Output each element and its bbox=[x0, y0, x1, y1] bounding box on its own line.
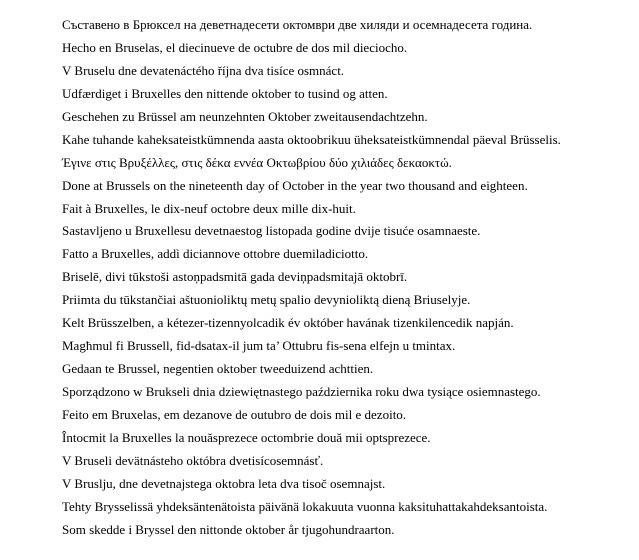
closing-line-greek: Έγινε στις Βρυξέλλες, στις δέκα εννέα Οκτωβρίου δύο χιλιάδες δεκαοκτώ. bbox=[62, 154, 452, 170]
document-page bbox=[62, 14, 632, 542]
closing-line-french: Fait à Bruxelles, le dix-neuf octobre deux mille dix-huit. bbox=[62, 200, 356, 216]
closing-line-latvian: Briselē, divi tūkstoši astoņpadsmitā gada deviņpadsmitajā oktobrī. bbox=[62, 269, 408, 285]
closing-line-estonian: Kahe tuhande kaheksateistkümnenda aasta oktoobrikuu üheksateistkümnendal päeval Brüsselis. bbox=[62, 131, 561, 147]
closing-line-english: Done at Brussels on the nineteenth day of October in the year two thousand and eighteen. bbox=[62, 177, 528, 193]
closing-line-lithuanian: Priimta du tūkstančiai aštuonioliktų metų spalio devynioliktą dieną Briuselyje. bbox=[62, 292, 471, 308]
closing-line-danish: Udfærdiget i Bruxelles den nittende oktober to tusind og atten. bbox=[62, 85, 388, 101]
closing-line-portuguese: Feito em Bruxelas, em dezanove de outubro de dois mil e dezoito. bbox=[62, 406, 407, 422]
closing-line-croatian: Sastavljeno u Bruxellesu devetnaestog listopada godine dvije tisuće osamnaeste. bbox=[62, 223, 481, 239]
closing-line-czech: V Bruselu dne devatenáctého října dva tisíce osmnáct. bbox=[62, 62, 345, 78]
closing-line-polish: Sporządzono w Brukseli dnia dziewiętnastego października roku dwa tysiące osiemnastego. bbox=[62, 384, 541, 399]
closing-line-german: Geschehen zu Brüssel am neunzehnten Oktober zweitausendachtzehn. bbox=[62, 108, 428, 124]
closing-line-italian: Fatto a Bruxelles, addì diciannove ottobre duemiladiciotto. bbox=[62, 246, 369, 262]
closing-line-bulgarian: Съставено в Брюксел на деветнадесети октомври две хиляди и осемнадесета година. bbox=[62, 17, 533, 32]
closing-line-maltese: Magħmul fi Brussell, fid-dsatax-il jum ta’ Ottubru fis-sena elfejn u tmintax. bbox=[62, 338, 456, 354]
closing-line-finnish: Tehty Brysselissä yhdeksäntenätoista päivänä lokakuuta vuonna kaksituhattakahdeksantoista. bbox=[62, 498, 548, 514]
closing-line-spanish: Hecho en Bruselas, el diecinueve de octubre de dos mil dieciocho. bbox=[62, 39, 408, 55]
closing-line-slovak: V Bruseli devätnásteho októbra dvetisícosemnásť. bbox=[62, 452, 324, 468]
closing-line-hungarian: Kelt Brüsszelben, a kétezer-tizennyolcadik év október havának tizenkilencedik napján. bbox=[62, 315, 514, 331]
closing-line-romanian: Întocmit la Bruxelles la nouăsprezece octombrie două mii optsprezece. bbox=[62, 429, 431, 445]
closing-line-swedish: Som skedde i Bryssel den nittonde oktober år tjugohundraarton. bbox=[62, 521, 395, 537]
closing-line-dutch: Gedaan te Brussel, negentien oktober tweeduizend achttien. bbox=[62, 361, 374, 377]
closing-line-slovenian: V Bruslju, dne devetnajstega oktobra leta dva tisoč osemnajst. bbox=[62, 475, 386, 491]
